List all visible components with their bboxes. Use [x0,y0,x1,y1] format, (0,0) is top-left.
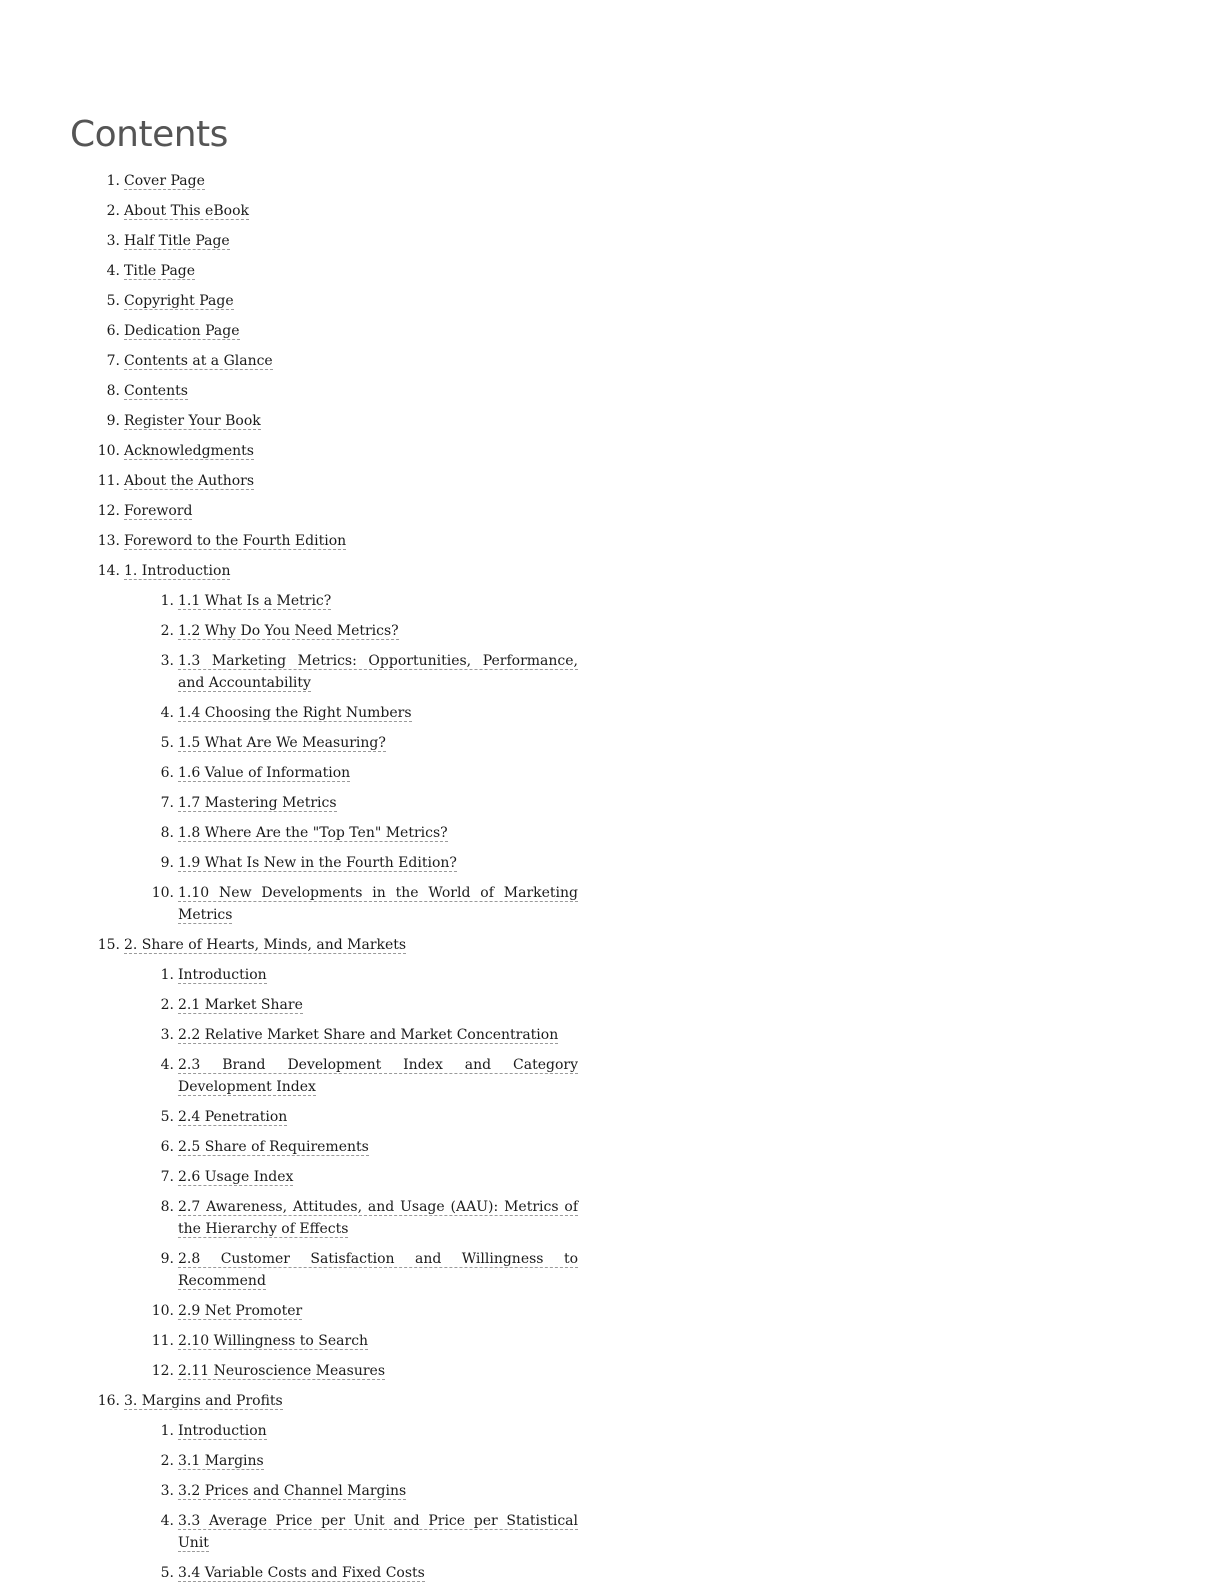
entry-number: 13. [97,533,120,549]
entry-number: 3. [160,1027,174,1043]
entry-number: 12. [151,1363,174,1379]
toc-subentry [0,818,578,848]
toc-subentry [0,1132,578,1162]
entry-link-wrap [178,1106,578,1128]
entry-link[interactable]: Foreword to the Fourth Edition [124,533,347,549]
entry-number: 6. [160,765,174,781]
toc-subentry [0,1244,578,1296]
entry-link-wrap [178,1054,578,1098]
entry-link-wrap [178,1300,578,1322]
toc-entry [0,496,600,526]
entry-link[interactable]: 1.6 Value of Information [178,765,351,781]
toc-entry [0,556,600,586]
toc-subentry [0,1446,578,1476]
toc-subentry [0,646,578,698]
entry-link[interactable]: Cover Page [124,173,205,189]
entry-link-wrap [178,762,578,784]
entry-number: 14. [97,563,120,579]
entry-link-wrap [124,473,254,490]
entry-link[interactable]: 1.10 New Developments in the World of Marketing Metrics [178,885,578,923]
entry-link[interactable]: 2.7 Awareness, Attitudes, and Usage (AAU): Metrics of the Hierarchy of Effects [178,1199,578,1237]
entry-number: 9. [160,1251,174,1267]
entry-link-wrap [178,822,578,844]
entry-number: 6. [160,1139,174,1155]
entry-link[interactable]: Dedication Page [124,323,240,339]
entry-number: 4. [106,263,120,279]
toc-entry [0,166,600,196]
entry-number: 1. [160,967,174,983]
entry-link[interactable]: 2.11 Neuroscience Measures [178,1363,386,1379]
entry-link-wrap [124,353,273,370]
entry-number: 7. [160,795,174,811]
entry-number: 3. [160,653,174,669]
entry-link-wrap [124,443,254,460]
toc-subentry [0,1296,578,1326]
entry-link[interactable]: 2.9 Net Promoter [178,1303,303,1319]
entry-number: 2. [160,1453,174,1469]
entry-number: 7. [106,353,120,369]
entry-link-wrap [124,263,195,280]
entry-number: 3. [106,233,120,249]
entry-link-wrap [178,964,578,986]
entry-link[interactable]: 1.1 What Is a Metric? [178,593,332,609]
entry-link-wrap [124,1393,283,1410]
entry-link[interactable]: 2.2 Relative Market Share and Market Concentration [178,1027,559,1043]
entry-number: 1. [160,1423,174,1439]
entry-link[interactable]: 1.9 What Is New in the Fourth Edition? [178,855,457,871]
entry-link-wrap [178,590,578,612]
entry-link[interactable]: About This eBook [124,203,249,219]
entry-number: 15. [97,937,120,953]
entry-link[interactable]: 3. Margins and Profits [124,1393,283,1409]
entry-number: 7. [160,1169,174,1185]
entry-link-wrap [178,994,578,1016]
entry-link[interactable]: 2.3 Brand Development Index and Category Development Index [178,1057,578,1095]
entry-number: 8. [106,383,120,399]
entry-link-wrap [124,937,406,954]
entry-link[interactable]: Introduction [178,967,267,983]
entry-number: 10. [97,443,120,459]
toc-subentry [0,698,578,728]
toc-subentry [0,586,578,616]
entry-link-wrap [124,383,188,400]
toc-subentry [0,1356,578,1386]
entry-link[interactable]: 1.3 Marketing Metrics: Opportunities, Performance, and Accountability [178,653,578,691]
entry-link[interactable]: 1.2 Why Do You Need Metrics? [178,623,399,639]
toc-entry [0,346,600,376]
entry-link-wrap [124,203,249,220]
entry-number: 5. [106,293,120,309]
entry-number: 1. [106,173,120,189]
toc-entry [0,930,600,960]
entry-number: 16. [97,1393,120,1409]
entry-link[interactable]: Introduction [178,1423,267,1439]
entry-number: 12. [97,503,120,519]
toc-entry [0,376,600,406]
toc-entry [0,256,600,286]
toc-subentry [0,728,578,758]
entry-number: 3. [160,1483,174,1499]
entry-number: 4. [160,1057,174,1073]
entry-link[interactable]: 2.1 Market Share [178,997,303,1013]
entry-link[interactable]: 2.5 Share of Requirements [178,1139,369,1155]
entry-number: 5. [160,1109,174,1125]
entry-link-wrap [178,1360,578,1382]
entry-link-wrap [178,650,578,694]
toc-entry [0,196,600,226]
entry-link-wrap [178,792,578,814]
entry-link[interactable]: 2.4 Penetration [178,1109,288,1125]
toc-entry [0,466,600,496]
toc-entry [0,526,600,556]
entry-link-wrap [178,852,578,874]
entry-link-wrap [178,1248,578,1292]
toc-subentry [0,1050,578,1102]
entry-link[interactable]: 1.5 What Are We Measuring? [178,735,386,751]
entry-number: 4. [160,1513,174,1529]
entry-number: 9. [160,855,174,871]
table-of-contents [0,166,600,1588]
entry-number: 2. [106,203,120,219]
entry-number: 11. [151,1333,174,1349]
entry-link-wrap [178,1510,578,1554]
entry-link[interactable]: 3.3 Average Price per Unit and Price per Statistical Unit [178,1513,578,1551]
toc-subentry [0,788,578,818]
toc-entry [0,316,600,346]
toc-subentry [0,848,578,878]
entry-link-wrap [124,563,230,580]
entry-number: 5. [160,735,174,751]
toc-subentry [0,1102,578,1132]
toc-subentry [0,990,578,1020]
entry-number: 10. [151,885,174,901]
toc-subentry [0,1506,578,1558]
toc-subentry [0,1020,578,1050]
toc-entry [0,436,600,466]
page-title: Contents [70,114,228,155]
entry-number: 2. [160,623,174,639]
entry-link[interactable]: Half Title Page [124,233,230,249]
entry-link[interactable]: Contents [124,383,188,399]
entry-link[interactable]: 2. Share of Hearts, Minds, and Markets [124,937,407,953]
entry-link-wrap [178,702,578,724]
entry-number: 5. [160,1565,174,1581]
entry-link[interactable]: Contents at a Glance [124,353,273,369]
entry-link[interactable]: 1. Introduction [124,563,231,579]
toc-subentry [0,1326,578,1356]
entry-link-wrap [178,1450,578,1472]
entry-number: 11. [97,473,120,489]
entry-link[interactable]: 2.10 Willingness to Search [178,1333,369,1349]
entry-link-wrap [178,1136,578,1158]
entry-number: 4. [160,705,174,721]
entry-link-wrap [178,882,578,926]
entry-link-wrap [178,1330,578,1352]
entry-link-wrap [124,503,192,520]
entry-link[interactable]: 3.1 Margins [178,1453,264,1469]
entry-number: 8. [160,825,174,841]
entry-number: 2. [160,997,174,1013]
entry-link-wrap [178,620,578,642]
toc-subentry [0,878,578,930]
entry-number: 8. [160,1199,174,1215]
entry-link[interactable]: 1.8 Where Are the "Top Ten" Metrics? [178,825,448,841]
entry-link[interactable]: 2.6 Usage Index [178,1169,294,1185]
entry-link-wrap [178,1166,578,1188]
entry-link-wrap [178,1024,578,1046]
entry-link-wrap [124,293,234,310]
entry-link[interactable]: Acknowledgments [124,443,254,459]
toc-subentry [0,1476,578,1506]
entry-link[interactable]: 2.8 Customer Satisfaction and Willingness to Recommend [178,1251,578,1289]
toc-subentry [0,1162,578,1192]
entry-link[interactable]: 3.4 Variable Costs and Fixed Costs [178,1565,425,1581]
toc-entry [0,406,600,436]
entry-link[interactable]: Copyright Page [124,293,234,309]
toc-entry [0,1386,600,1416]
entry-link[interactable]: 3.2 Prices and Channel Margins [178,1483,407,1499]
entry-link[interactable]: Title Page [124,263,196,279]
toc-subentry [0,1416,578,1446]
entry-link[interactable]: Register Your Book [124,413,261,429]
entry-number: 6. [106,323,120,339]
entry-link-wrap [178,1420,578,1442]
entry-number: 10. [151,1303,174,1319]
entry-number: 9. [106,413,120,429]
entry-link[interactable]: 1.4 Choosing the Right Numbers [178,705,412,721]
toc-entry [0,226,600,256]
entry-link-wrap [178,1196,578,1240]
entry-link-wrap [178,1480,578,1502]
toc-entry [0,286,600,316]
toc-subentry [0,616,578,646]
entry-link-wrap [178,1562,578,1584]
entry-link-wrap [124,413,261,430]
entry-link-wrap [124,173,205,190]
toc-subentry [0,960,578,990]
entry-link[interactable]: Foreword [124,503,193,519]
entry-link-wrap [124,533,346,550]
entry-link[interactable]: 1.7 Mastering Metrics [178,795,337,811]
toc-subentry [0,758,578,788]
entry-number: 1. [160,593,174,609]
toc-subentry [0,1192,578,1244]
entry-link-wrap [178,732,578,754]
entry-link-wrap [124,323,240,340]
entry-link-wrap [124,233,230,250]
entry-link[interactable]: About the Authors [124,473,255,489]
